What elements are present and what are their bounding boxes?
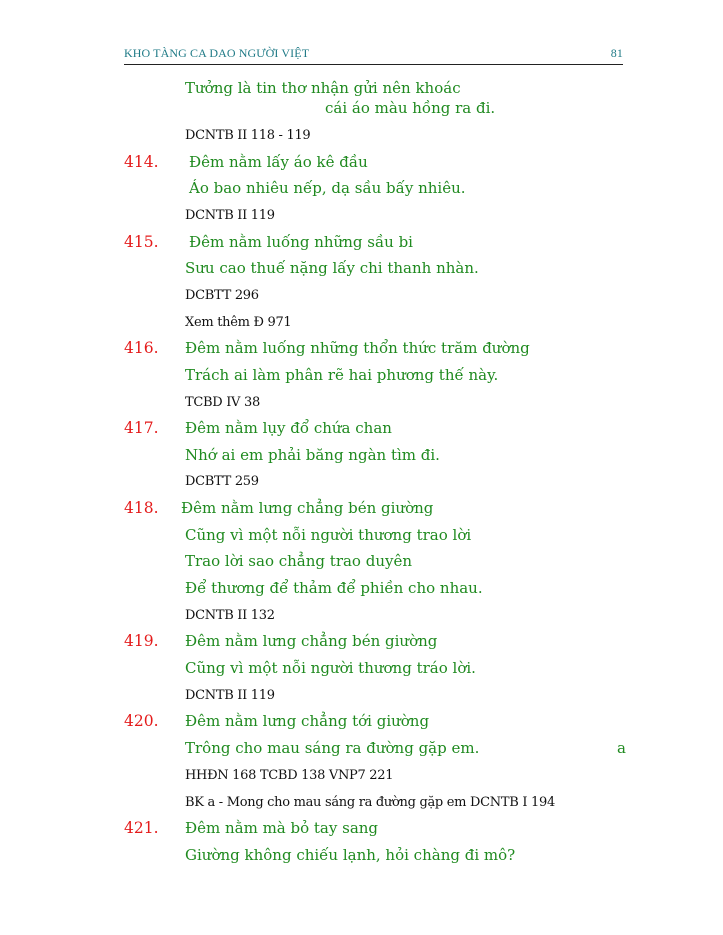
book-title: KHO TÀNG CA DAO NGƯỜI VIỆT [124, 46, 310, 60]
entry-number: 417. [124, 419, 159, 437]
verse-line: Áo bao nhiêu nếp, dạ sầu bấy nhiêu. [189, 179, 466, 197]
verse-line: Đêm nằm mà bỏ tay sang [185, 819, 379, 837]
verse-line: Nhớ ai em phải băng ngàn tìm đi. [185, 446, 440, 464]
entry-number: 418. [124, 499, 159, 517]
entry-number: 419. [124, 632, 159, 650]
entry-number: 420. [124, 712, 159, 730]
entry-number: 421. [124, 819, 159, 837]
verse-line: Trông cho mau sáng ra đường gặp em. [185, 739, 480, 757]
page-number: 81 [610, 46, 623, 60]
verse-line: Trách ai làm phân rẽ hai phương thế này. [185, 366, 499, 384]
entry-number: 415. [124, 233, 159, 251]
verse-line: Đêm nằm luống những thổn thức trăm đường [185, 339, 530, 357]
source-citation: DCNTB II 132 [185, 608, 275, 623]
source-citation: DCNTB II 119 [185, 688, 275, 703]
source-citation: DCBTT 296 [185, 288, 259, 303]
verse-line: Tưởng là tin thơ nhận gửi nên khoác [185, 79, 461, 97]
verse-line: Cũng vì một nỗi người thương trao lời [185, 526, 472, 544]
margin-mark: a [617, 739, 626, 757]
source-citation: DCNTB II 118 - 119 [185, 128, 311, 143]
entry-number: 416. [124, 339, 159, 357]
verse-line: Sưu cao thuế nặng lấy chi thanh nhàn. [185, 259, 479, 277]
source-citation: DCBTT 259 [185, 474, 259, 489]
verse-line: Để thương để thảm để phiền cho nhau. [185, 579, 483, 597]
source-citation: TCBD IV 38 [185, 395, 260, 410]
verse-line: Đêm nằm lưng chẳng bén giường [185, 632, 438, 650]
verse-line: Đêm nằm lụy đổ chứa chan [185, 419, 392, 437]
verse-line: Đêm nằm lưng chẳng tới giường [185, 712, 430, 730]
source-citation: DCNTB II 119 [185, 208, 275, 223]
cross-reference: Xem thêm Đ 971 [185, 315, 292, 330]
verse-line: Trao lời sao chẳng trao duyên [185, 552, 412, 570]
verse-line: Cũng vì một nỗi người thương tráo lời. [185, 659, 476, 677]
entry-number: 414. [124, 153, 159, 171]
verse-line: Đêm nằm lấy áo kê đầu [189, 153, 368, 171]
verse-line: Đêm nằm luống những sầu bi [189, 233, 413, 251]
verse-line: cái áo màu hồng ra đi. [325, 99, 496, 117]
variant-note: BK a - Mong cho mau sáng ra đường gặp em DCNTB I 194 [185, 795, 555, 810]
verse-line: Đêm nằm lưng chẳng bén giường [181, 499, 434, 517]
verse-line: Giường không chiếu lạnh, hỏi chàng đi mô? [185, 846, 516, 864]
source-citation: HHĐN 168 TCBD 138 VNP7 221 [185, 768, 394, 783]
running-header [124, 44, 623, 65]
